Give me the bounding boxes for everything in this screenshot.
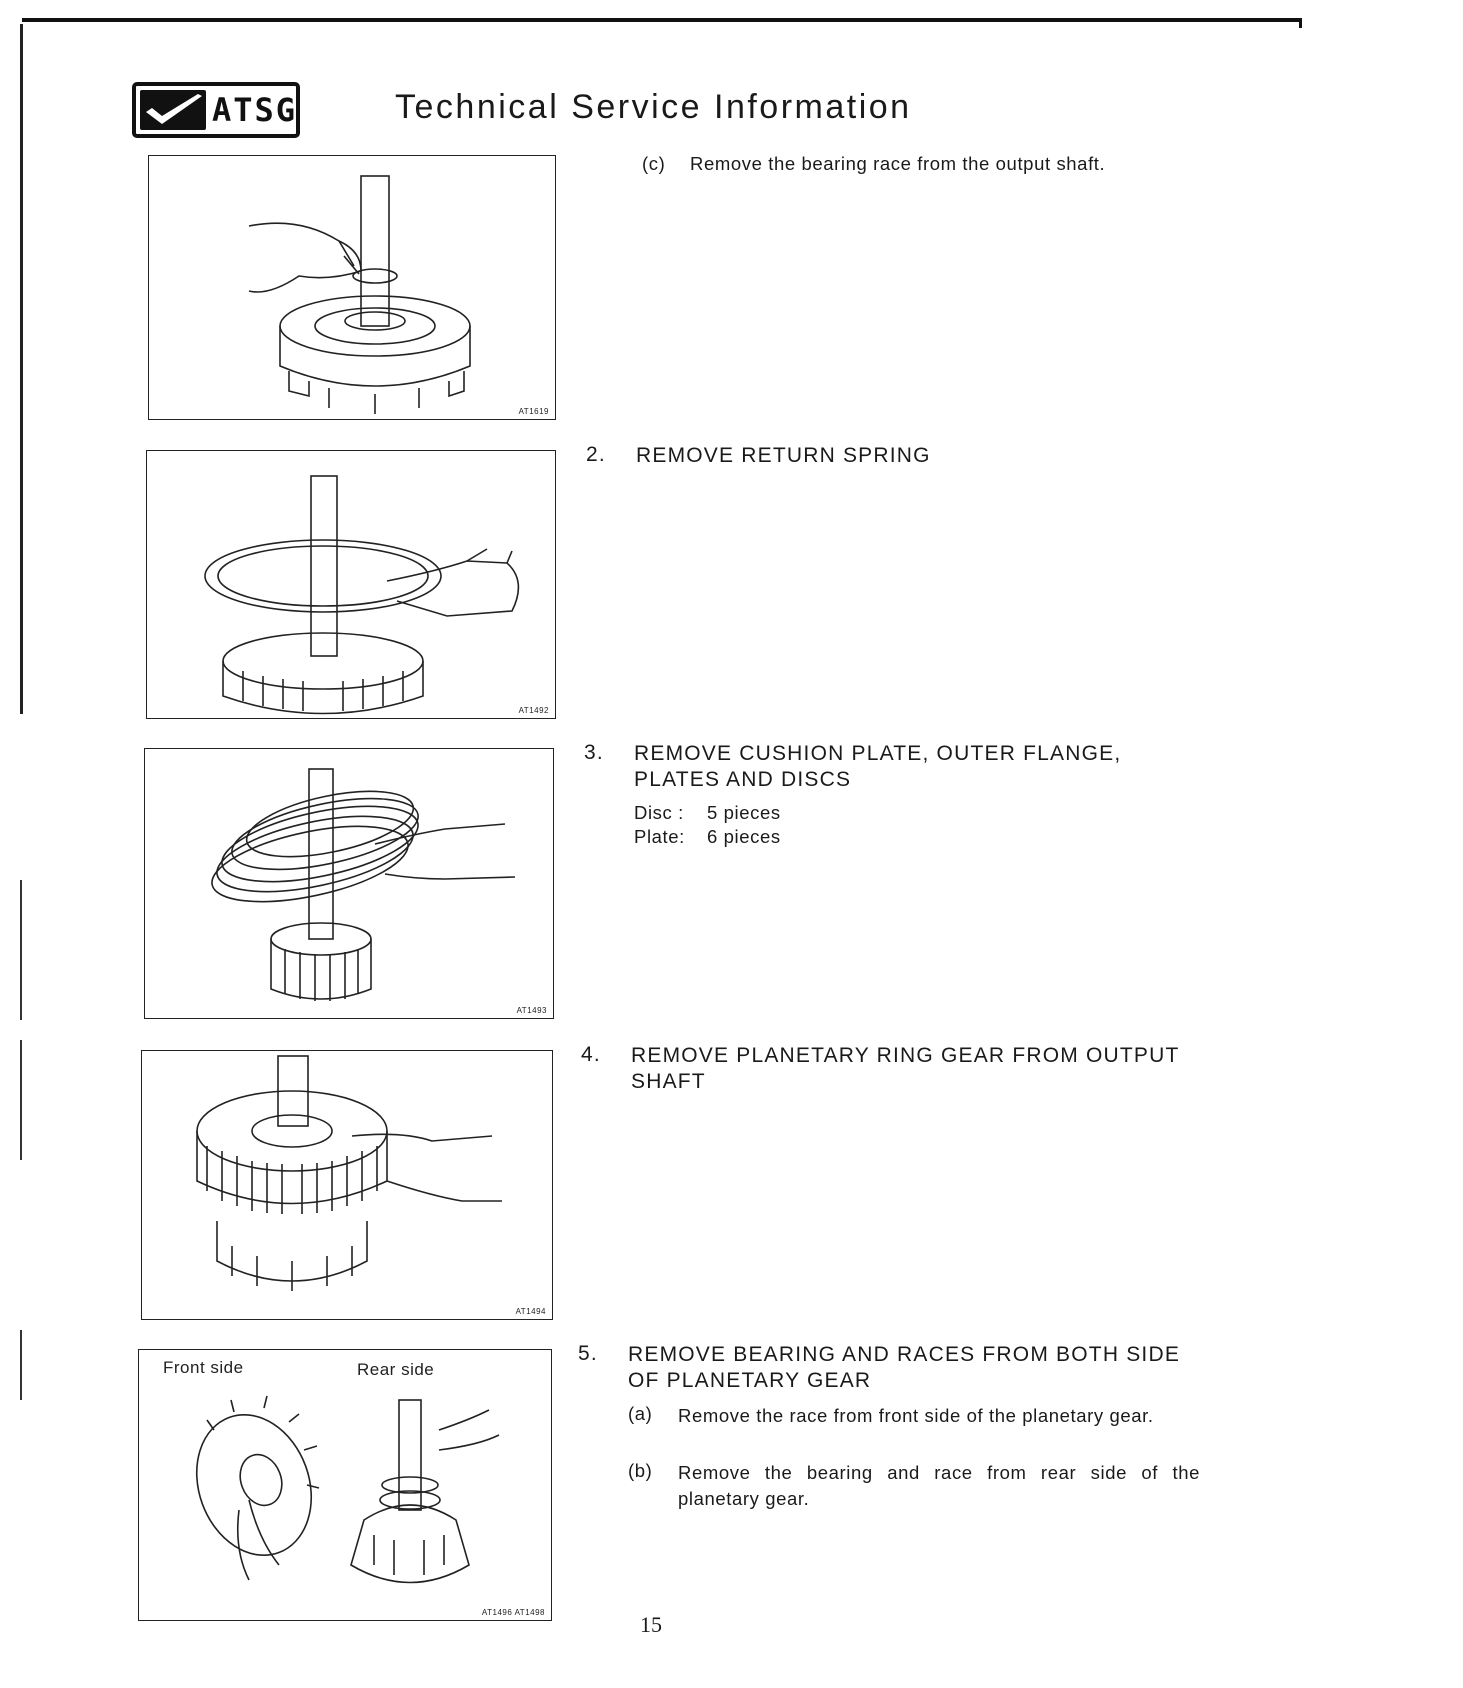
step-2 [586, 443, 1226, 473]
ring-gear-illustration [142, 1051, 554, 1321]
plate-label: Plate: [634, 826, 685, 847]
step-c-marker: (c) [642, 153, 666, 174]
figure-plates-and-discs [144, 748, 554, 1019]
step-3 [584, 741, 1224, 801]
step-5b-marker: (b) [628, 1460, 653, 1481]
checkmark-icon [140, 90, 206, 130]
step-number: 2. [586, 443, 606, 466]
figure-code: AT1494 [515, 1307, 546, 1316]
step-5b-text: Remove the bearing and race from rear side of the planetary gear. [678, 1462, 1200, 1509]
atsg-logo [132, 82, 300, 138]
step-title: REMOVE PLANETARY RING GEAR FROM OUTPUT SHAFT [631, 1044, 1180, 1093]
return-spring-illustration [147, 451, 557, 720]
figure-bearing-race [148, 155, 556, 420]
figure-code: AT1496 AT1498 [481, 1608, 545, 1617]
step-number: 4. [581, 1043, 601, 1066]
left-margin-mark [20, 1040, 22, 1160]
disc-value: 5 pieces [707, 802, 781, 823]
figure-ring-gear [141, 1050, 553, 1320]
step-5 [578, 1342, 1218, 1402]
step-4 [581, 1043, 1221, 1103]
left-border [20, 24, 23, 714]
step-5a-marker: (a) [628, 1403, 653, 1424]
step-c-text: Remove the bearing race from the output shaft. [690, 153, 1106, 174]
rear-side-label: Rear side [357, 1360, 435, 1379]
page-title: Technical Service Information [395, 88, 912, 126]
top-border-tick [1299, 18, 1302, 28]
step-number: 5. [578, 1342, 598, 1365]
step-number: 3. [584, 741, 604, 764]
figure-return-spring [146, 450, 556, 719]
page-number: 15 [640, 1612, 662, 1637]
logo-text: ATSG [212, 91, 298, 129]
left-margin-mark [20, 1330, 22, 1400]
step-title: REMOVE CUSHION PLATE, OUTER FLANGE, PLATES AND DISCS [634, 742, 1122, 791]
figure-bearing-and-races [138, 1349, 552, 1621]
front-side-label: Front side [163, 1358, 244, 1377]
top-border [22, 18, 1302, 22]
step-title: REMOVE BEARING AND RACES FROM BOTH SIDE OF PLANETARY GEAR [628, 1343, 1181, 1392]
plates-discs-illustration [145, 749, 555, 1020]
planetary-gear-illustration [139, 1350, 553, 1622]
plate-value: 6 pieces [707, 826, 781, 847]
disc-label: Disc : [634, 802, 684, 823]
figure-code: AT1619 [518, 407, 549, 416]
step-5a-text: Remove the race from front side of the planetary gear. [678, 1405, 1154, 1426]
figure-code: AT1493 [516, 1006, 547, 1015]
figure-code: AT1492 [518, 706, 549, 715]
step-title: REMOVE RETURN SPRING [636, 444, 931, 467]
bearing-race-illustration [149, 156, 557, 421]
left-margin-mark [20, 880, 22, 1020]
